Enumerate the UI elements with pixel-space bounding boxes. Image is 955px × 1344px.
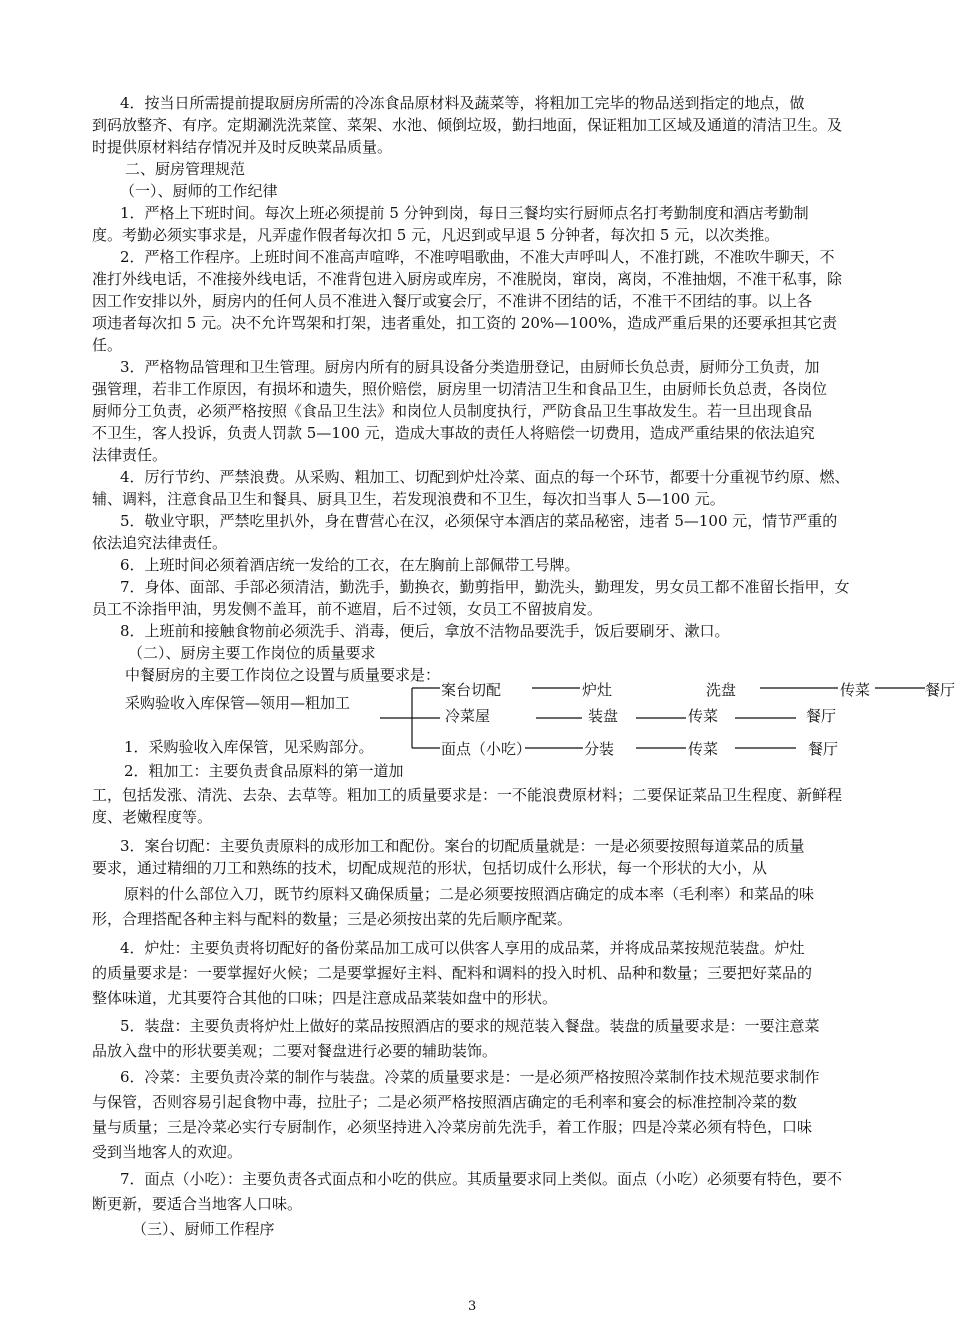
flow-node: 传菜 xyxy=(688,707,719,725)
text-line: 不卫生，客人投诉，负责人罚款 5—100 元，造成大事故的责任人将赔偿一切费用，造成严重结果的依法追究 xyxy=(92,424,815,442)
flow-node: 传菜 xyxy=(840,681,871,699)
text-line: 与保管，否则容易引起食物中毒，拉肚子；二是必须严格按照酒店确定的毛利率和宴会的标准控制冷菜的数 xyxy=(92,1093,798,1111)
text-line: 1．严格上下班时间。每次上班必须提前 5 分钟到岗，每日三餐均实行厨师点名打考勤制度和酒店考勤制 xyxy=(120,204,809,222)
text-line: 工，包括发涨、清洗、去杂、去草等。粗加工的质量要求是：一不能浪费原材料；二要保证菜品卫生程度、新鲜程 xyxy=(92,786,843,804)
text-line: 原料的什么部位入刀，既节约原料又确保质量；二是必须要按照酒店确定的成本率（毛利率）和菜品的味 xyxy=(124,885,815,903)
text-line: 断更新，要适合当地客人口味。 xyxy=(92,1195,303,1213)
text-line: 的质量要求是：一要掌握好火候；二是要掌握好主料、配料和调料的投入时机、品种和数量；三要把好菜品的 xyxy=(92,964,813,982)
text-line: 厨师分工负责，必须严格按照《食品卫生法》和岗位人员制度执行，严防食品卫生事故发生。若一旦出现食品 xyxy=(92,402,813,420)
text-line: 6．上班时间必须着酒店统一发给的工衣，在左胸前上部佩带工号牌。 xyxy=(120,556,580,574)
text-line: 度、老嫩程度等。 xyxy=(92,808,213,826)
subsection-heading: （二）、厨房主要工作岗位的质量要求 xyxy=(128,644,376,662)
text-line: 形，合理搭配各种主料与配料的数量；三是必须按出菜的先后顺序配菜。 xyxy=(92,910,573,928)
text-line: 品放入盘中的形状要美观；二要对餐盘进行必要的辅助装饰。 xyxy=(92,1042,498,1060)
flow-node: 冷菜屋 xyxy=(445,707,491,725)
text-line: 4．炉灶：主要负责将切配好的备份菜品加工成可以供客人享用的成品菜，并将成品菜按规范装盘。炉灶 xyxy=(120,939,805,957)
text-line: 度。考勤必须实事求是，凡弄虚作假者每次扣 5 元，凡迟到或早退 5 分钟者，每次扣 5 元，以次类推。 xyxy=(92,226,780,244)
text-line: 8．上班前和接触食物前必须洗手、消毒，便后，拿放不洁物品要洗手，饭后要刷牙、漱口。 xyxy=(120,622,730,640)
text-line: 4．按当日所需提前提取厨房所需的冷冻食品原材料及蔬菜等，将粗加工完毕的物品送到指定的地点，做 xyxy=(120,94,805,112)
text-line: 3．案台切配：主要负责原料的成形加工和配份。案台的切配质量就是：一是必须要按照每道菜品的质量 xyxy=(120,837,805,855)
flow-node: 炉灶 xyxy=(582,681,613,699)
page-number: 3 xyxy=(468,1299,477,1314)
flow-node: 餐厅 xyxy=(808,740,839,758)
text-line: 7．身体、面部、手部必须清洁，勤洗手，勤换衣，勤剪指甲，勤洗头，勤理发，男女员工都不准留长指甲，女 xyxy=(120,578,850,596)
flow-node: 案台切配 xyxy=(441,681,502,699)
text-line: 4．厉行节约、严禁浪费。从采购、粗加工、切配到炉灶冷菜、面点的每一个环节，都要十分重视节约原、燃、 xyxy=(120,468,850,486)
flow-node: 洗盘 xyxy=(706,681,737,699)
text-line: 任。 xyxy=(92,336,123,354)
text-line: 强管理，若非工作原因，有损坏和遗失，照价赔偿，厨房里一切清洁卫生和食品卫生，由厨师长负总责，各岗位 xyxy=(92,380,828,398)
text-line: 3．严格物品管理和卫生管理。厨房内所有的厨具设备分类造册登记，由厨师长负总责，厨师分工负责，加 xyxy=(120,358,820,376)
text-line: 5．敬业守职，严禁吃里扒外，身在曹营心在汉，必须保守本酒店的菜品秘密，违者 5—100 元，情节严重的 xyxy=(120,512,838,530)
text-line: 依法追究法律责任。 xyxy=(92,534,228,552)
text-line: 6．冷菜：主要负责冷菜的制作与装盘。冷菜的质量要求是：一是必须严格按照冷菜制作技术规范要求制作 xyxy=(120,1068,820,1086)
flow-node: 面点（小吃） xyxy=(441,740,532,758)
text-line: 因工作安排以外，厨房内的任何人员不准进入餐厅或宴会厅，不准讲不团结的话，不准干不团结的事。以上各 xyxy=(92,292,813,310)
text-line: 7．面点（小吃）：主要负责各式面点和小吃的供应。其质量要求同上类似。面点（小吃）必须要有特色，要不 xyxy=(120,1170,843,1188)
flow-node: 餐厅 xyxy=(925,681,955,699)
section-heading: 二、厨房管理规范 xyxy=(125,160,246,178)
subsection-heading: （一）、厨师的工作纪律 xyxy=(120,182,278,200)
subsection-heading: （三）、厨师工作程序 xyxy=(132,1220,275,1238)
text-line: 到码放整齐、有序。定期涮洗洗菜筐、菜架、水池、倾倒垃圾，勤扫地面，保证粗加工区域及通道的清洁卫生。及 xyxy=(92,116,843,134)
text-line: 员工不涂指甲油，男发侧不盖耳，前不遮眉，后不过领，女员工不留披肩发。 xyxy=(92,600,603,618)
text-line: 受到当地客人的欢迎。 xyxy=(92,1143,243,1161)
text-line: 量与质量；三是冷菜必实行专厨制作，必须坚持进入冷菜房前先洗手，着工作服；四是冷菜必须有特色，口味 xyxy=(92,1118,813,1136)
flow-node: 分装 xyxy=(584,740,615,758)
text-line: 法律责任。 xyxy=(92,446,168,464)
text-line: 整体味道，尤其要符合其他的口味；四是注意成品菜装如盘中的形状。 xyxy=(92,989,558,1007)
flow-node: 装盘 xyxy=(588,707,619,725)
text-line: 准打外线电话，不准接外线电话，不准背包进入厨房或库房，不准脱岗，窜岗，离岗，不准抽烟，不准干私事，除 xyxy=(92,270,843,288)
text-line: 项违者每次扣 5 元。决不允许骂架和打架，违者重处，扣工资的 20%—100%，造成严重后果的还要承担其它责 xyxy=(92,314,838,332)
text-line: 时提供原材料结存情况并及时反映菜品质量。 xyxy=(92,138,393,156)
flow-node: 餐厅 xyxy=(806,707,837,725)
text-line: 1．采购验收入库保管，见采购部分。 xyxy=(124,738,374,756)
text-line: 要求，通过精细的刀工和熟练的技术，切配成规范的形状，包括切成什么形状，每一个形状的大小，从 xyxy=(92,859,768,877)
text-line: 中餐厨房的主要工作岗位之设置与质量要求是： xyxy=(125,666,441,684)
flow-node: 传菜 xyxy=(688,740,719,758)
text-line: 2．严格工作程序。上班时间不准高声喧哗，不准哼唱歌曲，不准大声呼叫人，不准打跳，不准吹牛聊天，不 xyxy=(120,248,835,266)
text-line: 5．装盘：主要负责将炉灶上做好的菜品按照酒店的要求的规范装入餐盘。装盘的质量要求是：一要注意菜 xyxy=(120,1017,820,1035)
text-line: 辅、调料，注意食品卫生和餐具、厨具卫生，若发现浪费和不卫生，每次扣当事人 5—100 元。 xyxy=(92,490,725,508)
text-line: 2．粗加工：主要负责食品原料的第一道加 xyxy=(124,762,404,780)
flow-start-node: 采购验收入库保管—领用—粗加工 xyxy=(125,694,351,712)
